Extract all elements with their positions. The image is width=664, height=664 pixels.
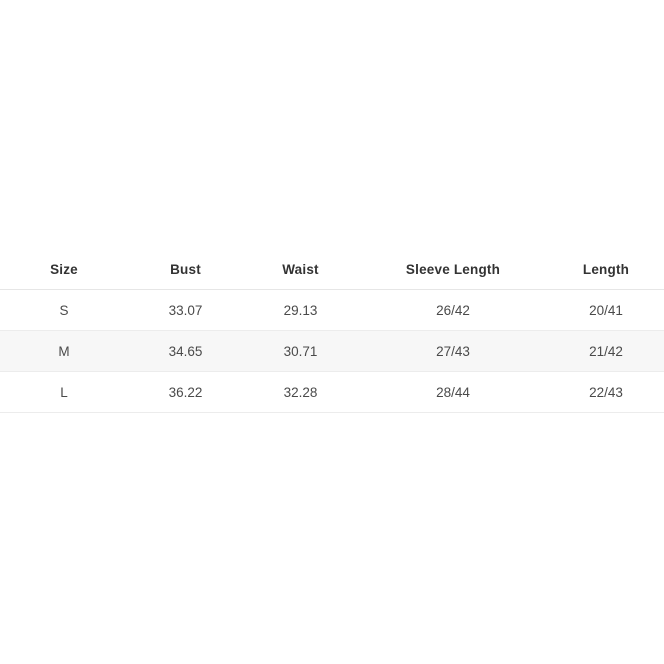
cell-waist: 29.13 — [243, 290, 358, 331]
column-header-waist: Waist — [243, 249, 358, 290]
table-row — [0, 290, 664, 331]
cell-sleeve-length: 28/44 — [358, 372, 548, 413]
cell-bust: 36.22 — [128, 372, 243, 413]
cell-size: S — [0, 290, 128, 331]
table-header-row — [0, 249, 664, 290]
table-header — [0, 249, 664, 290]
cell-length: 22/43 — [548, 372, 664, 413]
cell-sleeve-length: 26/42 — [358, 290, 548, 331]
column-header-sleeve-length: Sleeve Length — [358, 249, 548, 290]
column-header-length: Length — [548, 249, 664, 290]
size-chart-table — [0, 249, 664, 413]
cell-bust: 34.65 — [128, 331, 243, 372]
cell-length: 20/41 — [548, 290, 664, 331]
column-header-bust: Bust — [128, 249, 243, 290]
table-row — [0, 372, 664, 413]
cell-bust: 33.07 — [128, 290, 243, 331]
table-body — [0, 290, 664, 413]
table-row — [0, 331, 664, 372]
column-header-size: Size — [0, 249, 128, 290]
cell-size: M — [0, 331, 128, 372]
size-chart-container — [0, 249, 664, 413]
cell-waist: 30.71 — [243, 331, 358, 372]
cell-length: 21/42 — [548, 331, 664, 372]
cell-waist: 32.28 — [243, 372, 358, 413]
cell-sleeve-length: 27/43 — [358, 331, 548, 372]
cell-size: L — [0, 372, 128, 413]
